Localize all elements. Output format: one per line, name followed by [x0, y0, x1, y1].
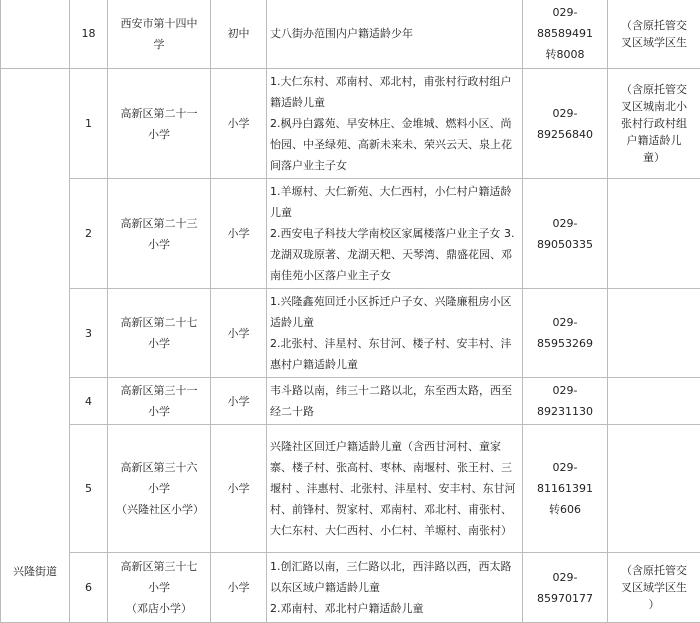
note-cell: （含原托管交 叉区域学区生: [608, 0, 700, 69]
school-name: 高新区第三十一小学: [108, 378, 211, 425]
school-level: 小学: [211, 289, 267, 378]
district-description: 韦斗路以南，纬三十二路以北，东至西太路，西至经二十路: [267, 378, 523, 425]
phone-cell: 029-85953269: [523, 289, 608, 378]
district-description: 1.大仁东村、邓南村、邓北村，甫张村行政村组户籍适龄儿童 2.枫丹白露苑、早安林庄、金堆城、燃料小区、尚怡园、中圣绿苑、高新未来未、荣兴云天、泉上花间落户业主子女: [267, 69, 523, 179]
district-description: 1.兴隆鑫苑回迁小区拆迁户子女、兴隆廉租房小区适龄儿童 2.北张村、沣星村、东甘河、楼子村、安丰村、沣惠村户籍适龄儿童: [267, 289, 523, 378]
table-row: [1, 69, 700, 179]
school-level: 初中: [211, 0, 267, 69]
row-number: 3: [70, 289, 108, 378]
school-level: 小学: [211, 69, 267, 179]
note-cell: （含原托管交 叉区域学区生 ）: [608, 553, 700, 623]
table-row: [1, 289, 700, 378]
school-name: 高新区第三十七小学 （邓店小学）: [108, 553, 211, 623]
table-row: [1, 0, 700, 69]
row-number: 5: [70, 425, 108, 553]
school-name: 高新区第三十六小学 （兴隆社区小学）: [108, 425, 211, 553]
district-description: 1.创汇路以南，三仁路以北，西沣路以西，西太路以东区域户籍适龄儿童 2.邓南村、邓北村户籍适龄儿童: [267, 553, 523, 623]
row-number: 18: [70, 0, 108, 69]
row-number: 4: [70, 378, 108, 425]
row-number: 2: [70, 179, 108, 289]
row-number: 1: [70, 69, 108, 179]
phone-cell: 029-89256840: [523, 69, 608, 179]
table-row: [1, 425, 700, 553]
district-description: 兴隆社区回迁户籍适龄儿童（含西甘河村、童家寨、楼子村、张高村、枣林、南堰村、张王村、三堰村 、沣惠村、北张村、沣星村、安丰村、东甘河村、前锋村、贺家村、邓南村、邓北村、甫张村、大仁东村、大仁西村、小仁村、羊塬村、南张村）: [267, 425, 523, 553]
school-name: 西安市第十四中学: [108, 0, 211, 69]
note-cell: [608, 179, 700, 289]
phone-cell: 029-89231130: [523, 378, 608, 425]
school-level: 小学: [211, 179, 267, 289]
phone-cell: 029-88589491 转8008: [523, 0, 608, 69]
school-name: 高新区第二十一小学: [108, 69, 211, 179]
phone-cell: 029-81161391 转606: [523, 425, 608, 553]
table-row: [1, 179, 700, 289]
school-level: 小学: [211, 553, 267, 623]
note-cell: [608, 425, 700, 553]
table-row: [1, 553, 700, 623]
street-cell: [1, 0, 70, 69]
phone-cell: 029-85970177: [523, 553, 608, 623]
district-description: 丈八街办范围内户籍适龄少年: [267, 0, 523, 69]
note-cell: [608, 289, 700, 378]
school-level: 小学: [211, 425, 267, 553]
school-name: 高新区第二十七小学: [108, 289, 211, 378]
phone-cell: 029-89050335: [523, 179, 608, 289]
school-name: 高新区第二十三小学: [108, 179, 211, 289]
note-cell: （含原托管交 叉区城南北小 张村行政村组 户籍适龄儿 童）: [608, 69, 700, 179]
note-cell: [608, 378, 700, 425]
school-level: 小学: [211, 378, 267, 425]
table-row: [1, 378, 700, 425]
district-description: 1.羊塬村、大仁新苑、大仁西村，小仁村户籍适龄儿童 2.西安电子科技大学南校区家属楼落户业主子女 3.龙湖双珑原著、龙湖天粑、天琴湾、鼎盛花园、邓南佳苑小区落户业主子女: [267, 179, 523, 289]
street-name: 兴隆街道: [1, 69, 70, 623]
row-number: 6: [70, 553, 108, 623]
